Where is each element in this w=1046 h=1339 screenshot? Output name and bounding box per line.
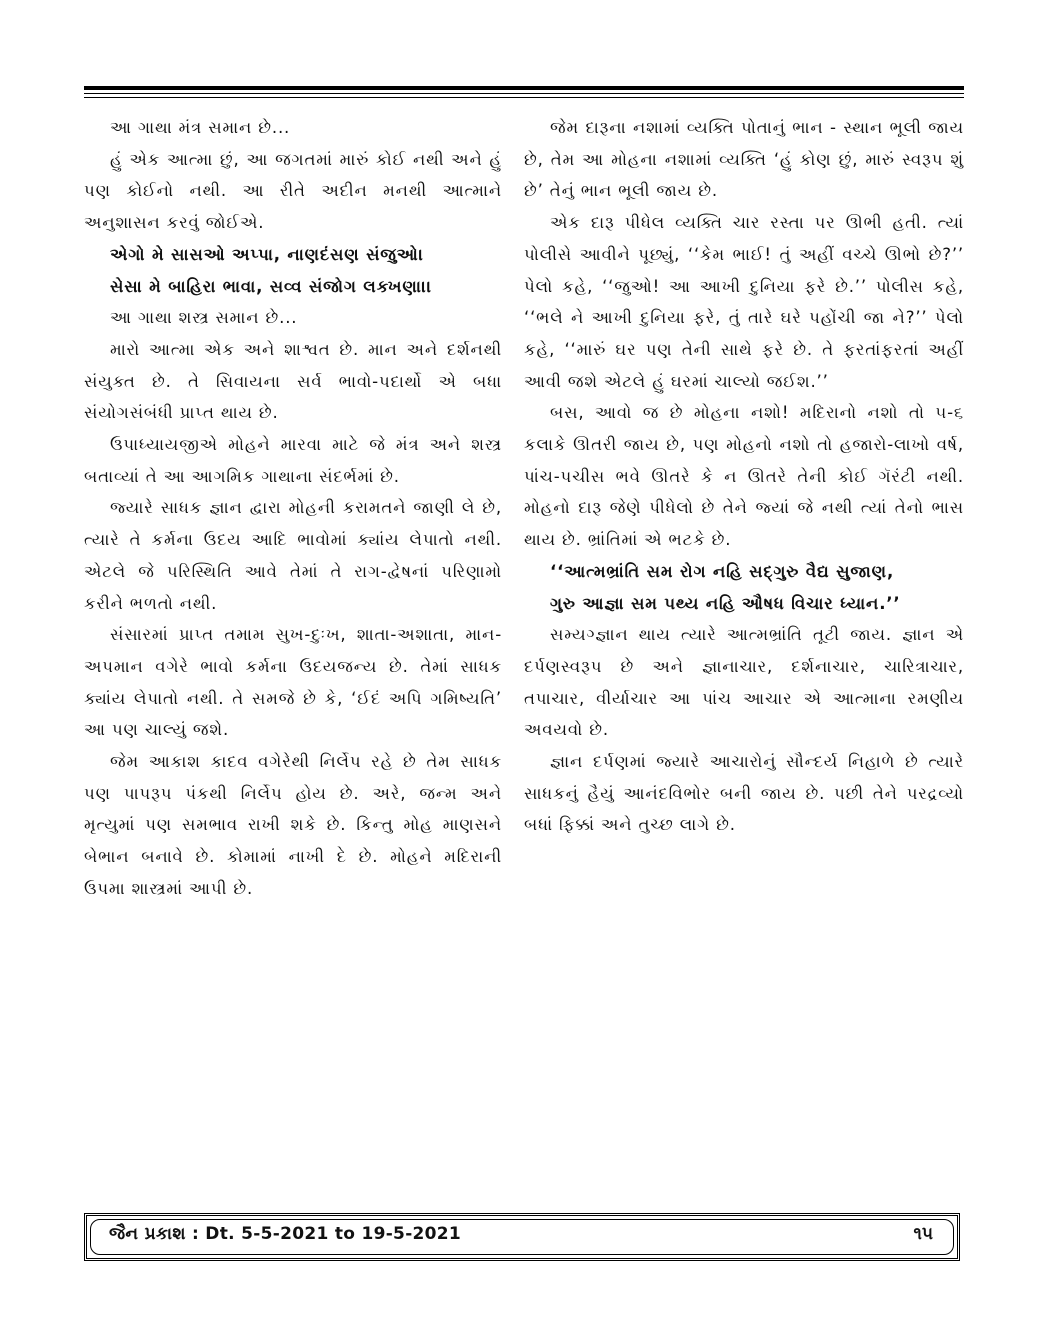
paragraph: જ્ઞાન દર્પણમાં જ્યારે આચારોનું સૌન્દર્ય નિહાળે છે ત્યારે સાધકનું હૈયું આનંદવિભોર બની જાય છે. પછી તેને પરદ્રવ્યો બધાં ફિક્કાં અને તુચ્છ લાગે છે. [524, 752, 964, 835]
verse-line: ‘‘આત્મભ્રાંતિ સમ રોગ નહિ સદ્ગુરુ વૈદ્ય સુજાણ, [550, 561, 895, 581]
paragraph: મારો આત્મા એક અને શાશ્વત છે. માન અને દર્શનથી સંયુક્ત છે. તે સિવાયના સર્વ ભાવો-પદાર્થો એ બધા સંયોગસંબંધી પ્રાપ્ત થાય છે. [84, 339, 502, 423]
header-rule-thin [84, 93, 964, 94]
publication-info: જૈન પ્રકાશ : Dt. 5-5-2021 to 19-5-2021 [109, 1224, 462, 1244]
paragraph: સંસારમાં પ્રાપ્ત તમામ સુખ-દુઃખ, શાતા-અશાતા, માન-અપમાન વગેરે ભાવો કર્મના ઉદયજન્ય છે. તેમાં સાધક ક્યાંય લેપાતો નથી. તે સમજે છે કે, ‘ઈદં અપિ ગમિષ્યતિ’ આ પણ ચાલ્યું જશે. [84, 625, 502, 740]
paragraph: એક દારૂ પીધેલ વ્યક્તિ ચાર રસ્તા પર ઊભી હતી. ત્યાં પોલીસે આવીને પૂછ્યું, ‘‘કેમ ભાઈ! તું અહીં વચ્ચે ઊભો છે?’’ પેલો કહે, ‘‘જુઓ! આ આખી દુનિયા ફરે છે.’’ પોલીસ કહે, ‘‘ભલે ને આખી દુનિયા ફરે, તું તારે ઘરે પહોંચી જા ને?’’ પેલો કહે, ‘‘મારું ઘર પણ તેની સાથે ફરે છે. તે ફરતાંફરતાં અહીં આવી જશે એટલે હું ઘરમાં ચાલ્યો જઈશ.’’ [524, 213, 964, 391]
paragraph: ઉપાધ્યાયજીએ મોહને મારવા માટે જે મંત્ર અને શસ્ત્ર બતાવ્યાં તે આ આગમિક ગાથાના સંદર્ભમાં છે. [84, 435, 502, 486]
paragraph: હું એક આત્મા છું, આ જગતમાં મારું કોઈ નથી અને હું પણ કોઈનો નથી. આ રીતે અદીન મનથી આત્માને અનુશાસન કરવું જોઈએ. [84, 149, 502, 233]
paragraph: આ ગાથા મંત્ર સમાન છે... [110, 118, 291, 137]
left-column [84, 112, 502, 905]
paragraph: સમ્યગ્જ્ઞાન થાય ત્યારે આત્મભ્રાંતિ તૂટી જાય. જ્ઞાન એ દર્પણસ્વરૂપ છે અને જ્ઞાનાચાર, દર્શનાચાર, ચારિત્રાચાર, તપાચાર, વીર્યાચાર આ પાંચ આચાર એ આત્માના રમણીય અવયવો છે. [524, 625, 964, 740]
verse-line: સેસા મે બાહિરા ભાવા, સવ્વ સંજોગ લક્ખણા।। [110, 276, 433, 296]
paragraph: બસ, આવો જ છે મોહના નશો! મદિરાનો નશો તો ૫-૬ કલાકે ઊતરી જાય છે, પણ મોહનો નશો તો હજારો-લાખો વર્ષ, પાંચ-પચીસ ભવે ઊતરે કે ન ઊતરે તેની કોઈ ગૅરંટી નથી. મોહનો દારૂ જેણે પીધેલો છે તેને જ્યાં જે નથી ત્યાં તેનો ભાસ થાય છે. ભ્રાંતિમાં એ ભટકે છે. [524, 403, 964, 550]
footer-box [84, 1213, 960, 1261]
header-rule-thin [84, 97, 964, 98]
paragraph: જેમ આકાશ કાદવ વગેરેથી નિર્લેપ રહે છે તેમ સાધક પણ પાપરૂપ પંકથી નિર્લેપ હોય છે. અરે, જન્મ અને મૃત્યુમાં પણ સમભાવ રાખી શકે છે. કિન્તુ મોહ માણસને બેભાન બનાવે છે. કોમામાં નાખી દે છે. મોહને મદિરાની ઉપમા શાસ્ત્રમાં આપી છે. [84, 752, 502, 898]
verse-line: એગો મે સાસઓ અપ્પા, નાણદંસણ સંજુઓ। [110, 244, 424, 264]
page-number: ૧૫ [913, 1224, 933, 1244]
paragraph: આ ગાથા શસ્ત્ર સમાન છે... [110, 308, 298, 328]
paragraph: જેમ દારૂના નશામાં વ્યક્તિ પોતાનું ભાન - સ્થાન ભૂલી જાય છે, તેમ આ મોહના નશામાં વ્યક્તિ ‘હું કોણ છું, મારું સ્વરૂપ શું છે’ તેનું ભાન ભૂલી જાય છે. [524, 118, 964, 201]
right-column [524, 112, 964, 841]
header-rule-thick [84, 86, 964, 90]
verse-line: ગુરુ આજ્ઞા સમ પથ્ય નહિ ઔષધ વિચાર ધ્યાન.’’ [550, 593, 901, 613]
paragraph: જ્યારે સાધક જ્ઞાન દ્વારા મોહની કરામતને જાણી લે છે, ત્યારે તે કર્મના ઉદય આદિ ભાવોમાં ક્યાંય લેપાતો નથી. એટલે જે પરિસ્થિતિ આવે તેમાં તે રાગ-દ્વેષનાં પરિણામો કરીને ભળતો નથી. [84, 498, 502, 613]
